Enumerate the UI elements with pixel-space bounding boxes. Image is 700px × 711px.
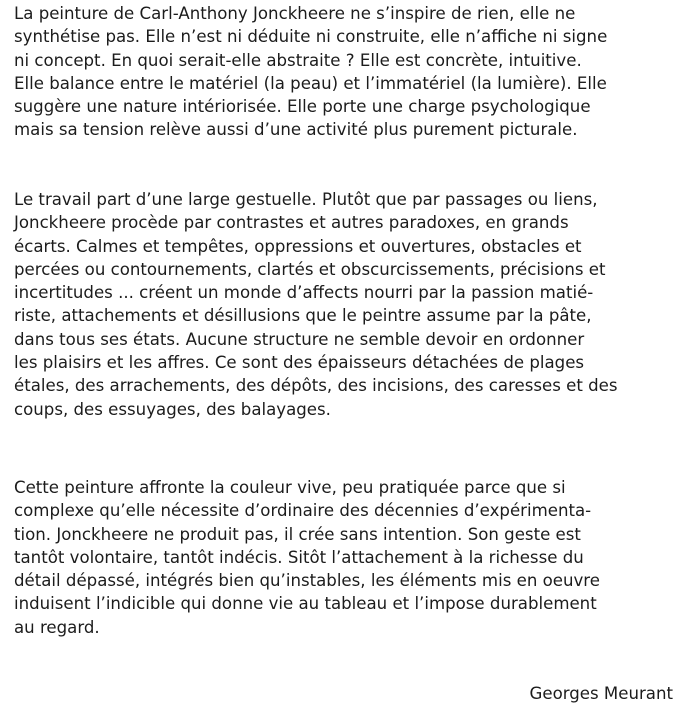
text-line: incertitudes ... créent un monde d’affects nourri par la passion matié- bbox=[14, 283, 594, 303]
text-line: coups, des essuyages, des balayages. bbox=[14, 399, 331, 419]
author-signature: Georges Meurant bbox=[529, 684, 673, 703]
text-line: ni concept. En quoi serait-elle abstraite ? Elle est concrète, intuitive. bbox=[14, 50, 582, 70]
text-line: percées ou contournements, clartés et obscurcissements, précisions et bbox=[14, 259, 606, 279]
text-line: La peinture de Carl-Anthony Jonckheere ne s’inspire de rien, elle ne bbox=[14, 4, 576, 23]
text-line: synthétise pas. Elle n’est ni déduite ni construite, elle n’affiche ni signe bbox=[14, 27, 608, 47]
text-line: les plaisirs et les affres. Ce sont des épaisseurs détachées de plages bbox=[14, 353, 585, 373]
paragraph-1 bbox=[14, 2, 694, 142]
text-line: complexe qu’elle nécessite d’ordinaire des décennies d’expérimenta- bbox=[14, 501, 592, 521]
text-line: étales, des arrachements, des dépôts, des incisions, des caresses et des bbox=[14, 376, 618, 396]
paragraph-2 bbox=[14, 188, 694, 421]
text-line: induisent l’indicible qui donne vie au tableau et l’impose durablement bbox=[14, 594, 597, 614]
text-line: Le travail part d’une large gestuelle. Plutôt que par passages ou liens, bbox=[14, 190, 598, 209]
text-line: détail dépassé, intégrés bien qu’instables, les éléments mis en oeuvre bbox=[14, 571, 600, 591]
text-line: au regard. bbox=[14, 617, 100, 637]
text-line: tion. Jonckheere ne produit pas, il crée sans intention. Son geste est bbox=[14, 524, 581, 544]
text-line: Cette peinture affronte la couleur vive, peu pratiquée parce que si bbox=[14, 478, 566, 497]
text-line: Elle balance entre le matériel (la peau) et l’immatériel (la lumière). Elle bbox=[14, 73, 607, 93]
text-line: Jonckheere procède par contrastes et autres paradoxes, en grands bbox=[14, 213, 569, 233]
text-line: écarts. Calmes et tempêtes, oppressions et ouvertures, obstacles et bbox=[14, 236, 582, 256]
text-line: suggère une nature intériorisée. Elle porte une charge psychologique bbox=[14, 97, 591, 117]
text-line: riste, attachements et désillusions que le peintre assume par la pâte, bbox=[14, 306, 592, 326]
text-line: mais sa tension relève aussi d’une activité plus purement picturale. bbox=[14, 120, 578, 140]
text-line: tantôt volontaire, tantôt indécis. Sitôt l’attachement à la richesse du bbox=[14, 547, 584, 567]
paragraph-3 bbox=[14, 476, 694, 639]
text-line: dans tous ses états. Aucune structure ne semble devoir en ordonner bbox=[14, 329, 585, 349]
